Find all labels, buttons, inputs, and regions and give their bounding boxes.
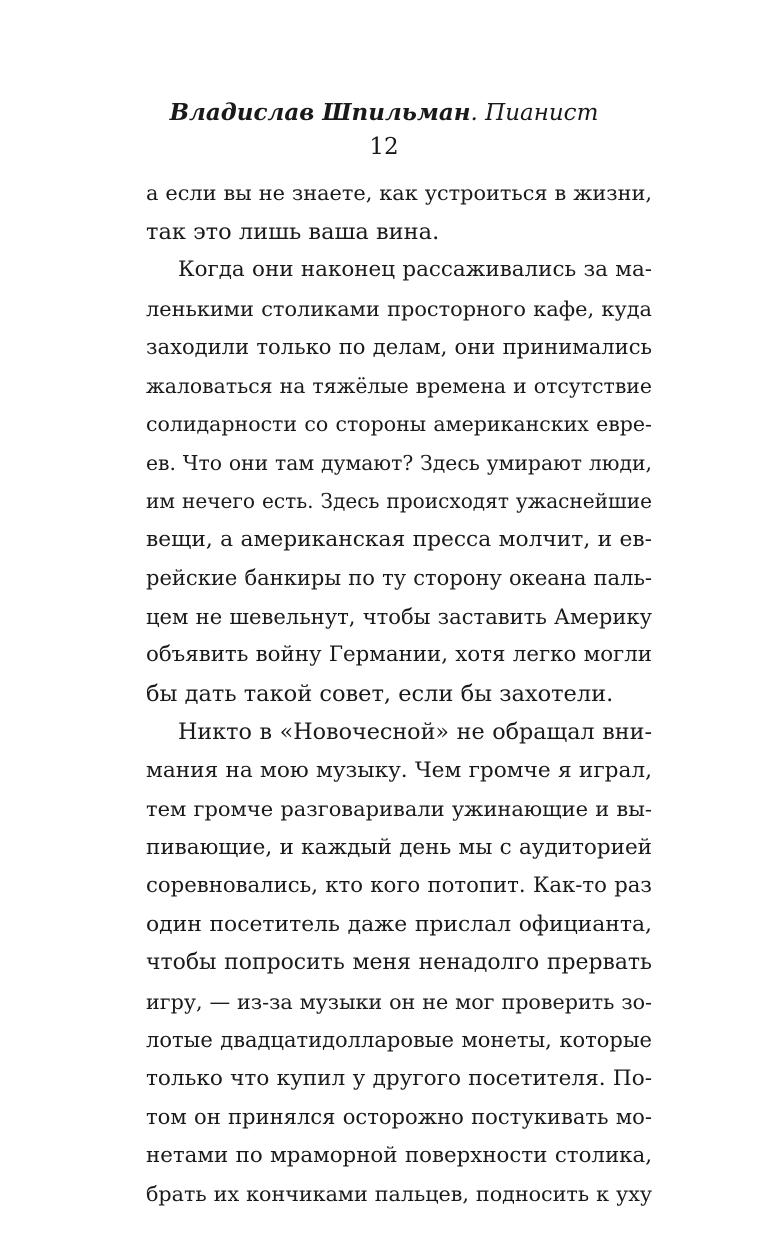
- text-line: тем громче разговаривали ужинающие и вы-: [146, 797, 652, 821]
- text-line: Когда они наконец рассаживались за ма-: [178, 257, 652, 282]
- text-line: вещи, а американская пресса молчит, и ев-: [146, 526, 652, 552]
- text-line: а если вы не знаете, как устроиться в жизни,: [146, 181, 652, 205]
- text-line: объявить войну Германии, хотя легко могли: [146, 642, 652, 667]
- text-line: ев. Что они там думают? Здесь умирают люди,: [146, 450, 652, 475]
- text-line: ленькими столиками просторного кафе, куда: [146, 296, 652, 321]
- text-line: цем не шевельнут, чтобы заставить Америку: [146, 603, 652, 629]
- page-number: 12: [369, 134, 399, 160]
- paragraph-3: [146, 713, 652, 1214]
- text-line: том он принялся осторожно постукивать мо-: [146, 1104, 652, 1129]
- running-header: [0, 96, 768, 130]
- text-line: нетами по мраморной поверхности столика,: [146, 1142, 652, 1168]
- paragraph-2: [146, 251, 652, 713]
- text-line: лотые двадцатидолларовые монеты, которые: [146, 1028, 652, 1052]
- text-line: только что купил у другого посетителя. По-: [146, 1065, 652, 1091]
- paragraph-1: [146, 174, 652, 251]
- text-line: пивающие, и каждый день мы с аудиторией: [146, 834, 652, 860]
- header-book-title: Пианист: [485, 100, 599, 126]
- text-line: мания на мою музыку. Чем громче я играл,: [146, 757, 652, 783]
- text-line: им нечего есть. Здесь происходят ужаснейшие: [146, 489, 652, 513]
- text-line: бы дать такой совет, если бы захотели.: [146, 680, 614, 707]
- text-line: рейские банкиры по ту сторону океана паль-: [146, 565, 652, 590]
- header-separator: .: [470, 100, 486, 126]
- text-line: игру, — из-за музыки он не мог проверить зо-: [146, 989, 652, 1014]
- text-line: соревновались, кто кого потопит. Как-то раз: [146, 873, 652, 898]
- text-line: заходили только по делам, они принимались: [146, 334, 652, 359]
- body-text: [146, 174, 652, 1214]
- text-line: жаловаться на тяжёлые времена и отсутствие: [146, 373, 652, 398]
- text-line: один посетитель даже прислал официанта,: [146, 911, 652, 937]
- text-line: солидарности со стороны американских евре-: [146, 412, 652, 436]
- header-author: Владислав Шпильман: [169, 99, 471, 126]
- text-line: Никто в «Новочесной» не обращал вни-: [178, 719, 652, 745]
- text-line: чтобы попросить меня ненадолго прервать: [146, 950, 652, 975]
- text-line: брать их кончиками пальцев, подносить к уху: [146, 1182, 652, 1206]
- text-line: так это лишь ваша вина.: [146, 218, 440, 245]
